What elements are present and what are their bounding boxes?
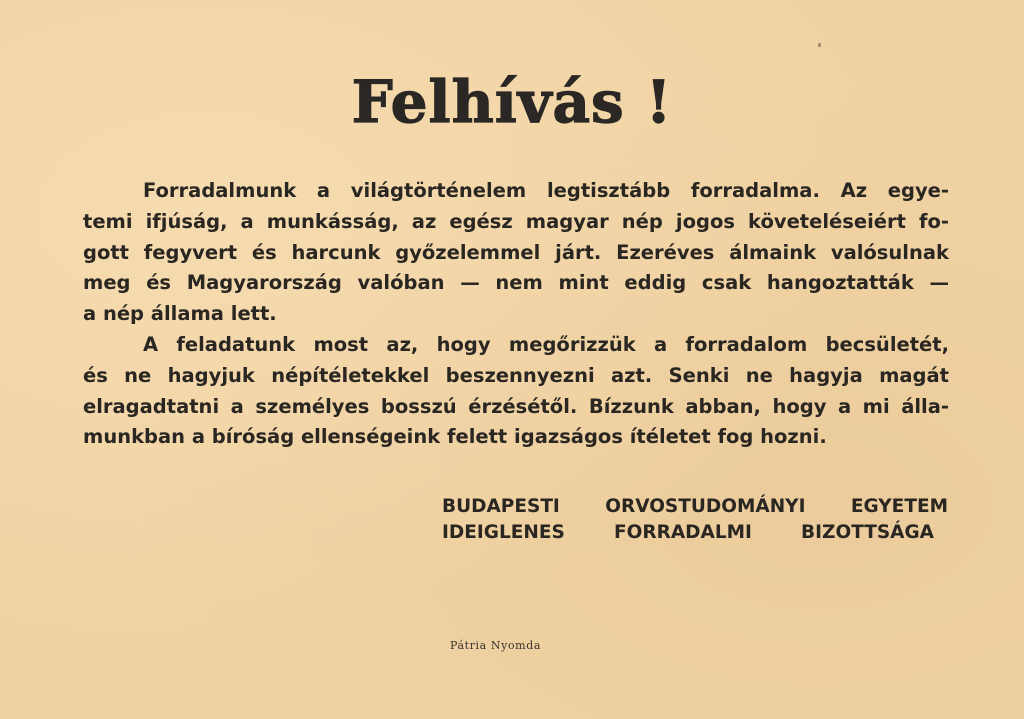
paper-speck	[818, 43, 821, 47]
leaflet-title: Felhívás !	[351, 68, 673, 136]
body-line: a nép állama lett.	[83, 302, 277, 326]
body-line: Forradalmunk a világtörténelem legtisztább forradalma. Az egye-	[143, 179, 949, 202]
body-line: temi ifjúság, a munkásság, az egész magyar nép jogos követeléseiért fo-	[83, 209, 949, 233]
body-line: munkban a bíróság ellenségeink felett igazságos ítéletet fog hozni.	[83, 425, 827, 449]
leaflet-body	[83, 176, 949, 453]
printer-imprint: Pátria Nyomda	[450, 639, 542, 652]
signature-line: BUDAPESTI ORVOSTUDOMÁNYI EGYETEM	[442, 496, 948, 517]
signature-block	[442, 494, 948, 546]
signature-line: IDEIGLENES FORRADALMI BIZOTTSÁGA	[442, 522, 934, 543]
body-line: elragadtatni a személyes bosszú érzésétől. Bízzunk abban, hogy a mi álla-	[83, 394, 949, 418]
body-line: és ne hagyjuk népítéletekkel beszennyezni azt. Senki ne hagyja magát	[83, 363, 949, 387]
body-line: A feladatunk most az, hogy megőrizzük a forradalom becsületét,	[143, 332, 949, 356]
body-line: meg és Magyarország valóban — nem mint eddig csak hangoztatták —	[83, 271, 949, 295]
body-line: gott fegyvert és harcunk győzelemmel járt. Ezeréves álmaink valósulnak	[83, 240, 949, 264]
